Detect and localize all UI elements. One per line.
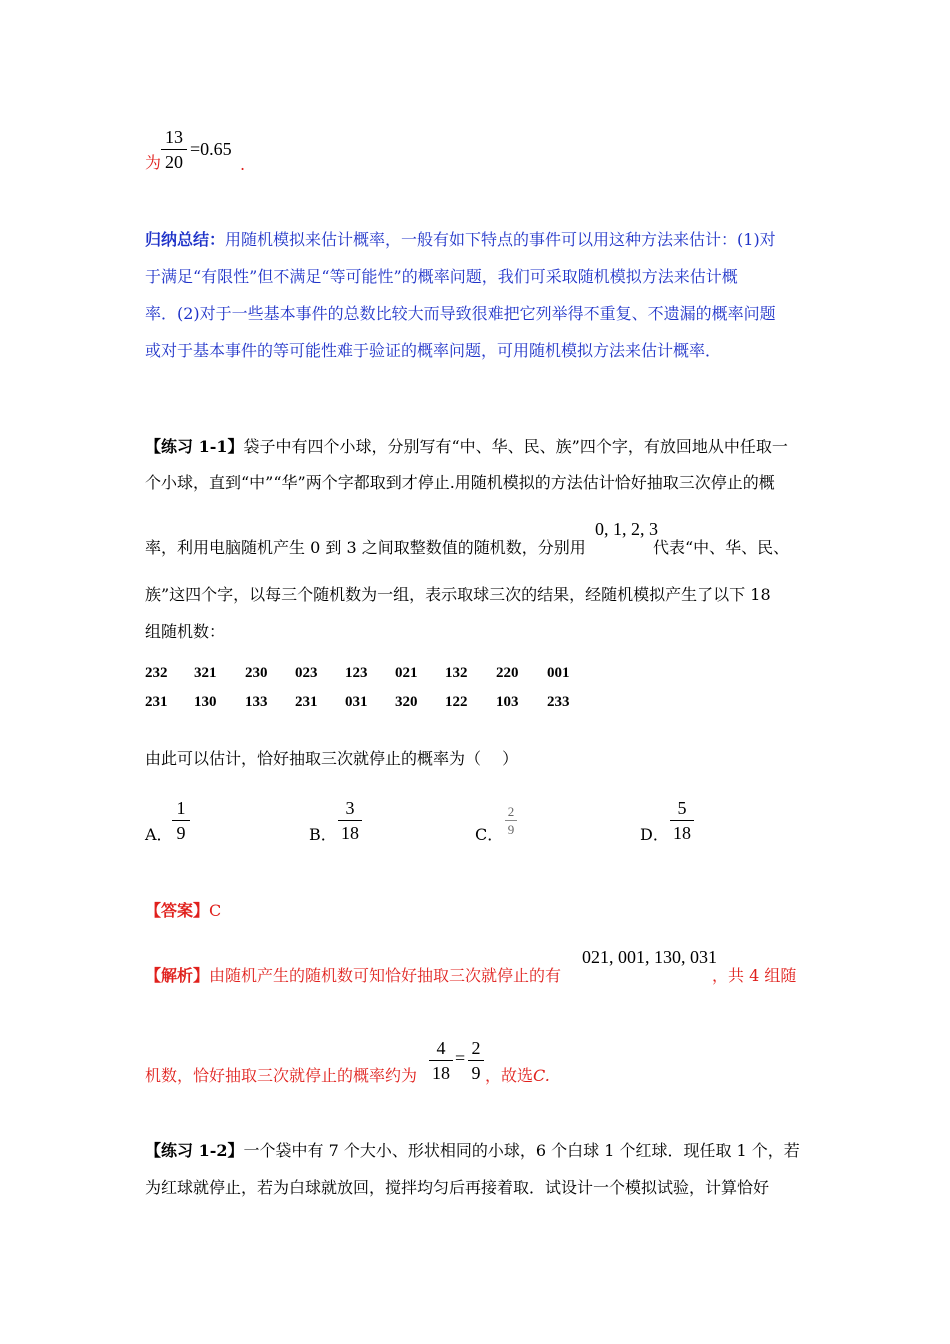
option-a-label: A． [145,825,173,844]
exercise-1-2-line-1: 【练习 1-2】一个袋中有 7 个大小、形状相同的小球，6 个白球 1 个红球．现任取 1 个，若 [145,1141,800,1160]
random-number: 231 [145,694,168,710]
option-c-label: C． [475,825,504,844]
analysis-line-2-end: ，故选C. [485,1066,550,1085]
summary-line-2: 于满足“有限性”但不满足“等可能性”的概率问题，我们可采取随机模拟方法来估计概 [145,267,738,286]
exercise-1-2-label: 【练习 1-2】 [145,1141,244,1160]
digits-0-1-2-3: 0, 1, 2, 3 [595,519,658,539]
random-number: 133 [245,694,268,710]
analysis-number-set: 021, 001, 130, 031 [582,947,717,967]
random-number: 001 [547,665,570,681]
option-d-label: D． [640,825,669,844]
random-number: 021 [395,665,418,681]
answer-label: 【答案】 [145,901,210,920]
random-number: 023 [295,665,318,681]
exercise-1-1-label: 【练习 1-1】 [145,437,244,456]
analysis-line-2: 机数，恰好抽取三次就停止的概率约为 [145,1066,418,1085]
random-number: 132 [445,665,468,681]
analysis-line-1-end: ，共 4 组随 [712,966,797,985]
summary-line-3: 率．(2)对于一些基本事件的总数比较大而导致很难把它列举得不重复、不遗漏的概率问题 [145,304,776,323]
exercise-1-1-line-4: 族”这四个字，以每三个随机数为一组，表示取球三次的结果，经随机模拟产生了以下 18 [145,585,771,604]
fraction-numerator: 13 [165,127,183,147]
analysis-line-1: 【解析】由随机产生的随机数可知恰好抽取三次就停止的有 [145,966,562,985]
analysis-fraction-4-18: 4 18 [429,1037,453,1084]
random-number: 103 [496,694,519,710]
answer-line [145,901,221,921]
summary-line-4: 或对于基本事件的等可能性难于验证的概率问题，可用随机模拟方法来估计概率． [145,341,722,360]
option-b-fraction: 3 18 [338,797,362,844]
random-number: 031 [345,694,368,710]
answer-period: . [240,155,246,174]
analysis-label: 【解析】 [145,966,210,985]
answer-value: C [209,901,222,920]
analysis-choice: C. [533,1066,550,1085]
option-d-fraction: 5 18 [670,797,694,844]
random-number: 232 [145,665,168,681]
random-number: 123 [345,665,368,681]
question-text: 由此可以估计，恰好抽取三次就停止的概率为（ ） [145,749,519,768]
random-number: 230 [245,665,268,681]
random-number: 130 [194,694,217,710]
exercise-1-2-line-2: 为红球就停止，若为白球就放回，搅拌均匀后再接着取．试设计一个模拟试验，计算恰好 [145,1178,770,1197]
fraction-denominator: 20 [165,152,183,172]
option-a-fraction: 1 9 [172,797,190,844]
analysis-equals: = [455,1048,466,1068]
summary-label: 归纳总结： [145,230,226,249]
analysis-fraction-2-9: 2 9 [468,1037,484,1084]
exercise-1-1-line-3: 率，利用电脑随机产生 0 到 3 之间取整数值的随机数，分别用 [145,538,586,557]
exercise-1-1-line-5: 组随机数： [145,622,226,641]
answer-prefix: 为 [145,153,162,172]
exercise-1-1-line-1: 【练习 1-1】袋子中有四个小球，分别写有“中、华、民、族”四个字，有放回地从中任取一 [145,437,788,456]
random-number: 233 [547,694,570,710]
exercise-1-1-line-3-end: 代表“中、华、民、 [653,538,790,557]
summary-line-1: 归纳总结：用随机模拟来估计概率，一般有如下特点的事件可以用这种方法来估计：(1)对 [145,230,776,249]
exercise-1-1-line-2: 个小球，直到“中”“华”两个字都取到才停止.用随机模拟的方法估计恰好抽取三次停止的概 [145,473,775,492]
random-number: 320 [395,694,418,710]
random-number: 220 [496,665,519,681]
option-c-fraction: 2 9 [505,804,517,837]
fraction-13-20 [161,126,187,173]
random-number: 122 [445,694,468,710]
option-b-label: B． [309,825,337,844]
random-number: 321 [194,665,217,681]
random-number: 231 [295,694,318,710]
answer-equation: =0.65 [190,139,232,159]
